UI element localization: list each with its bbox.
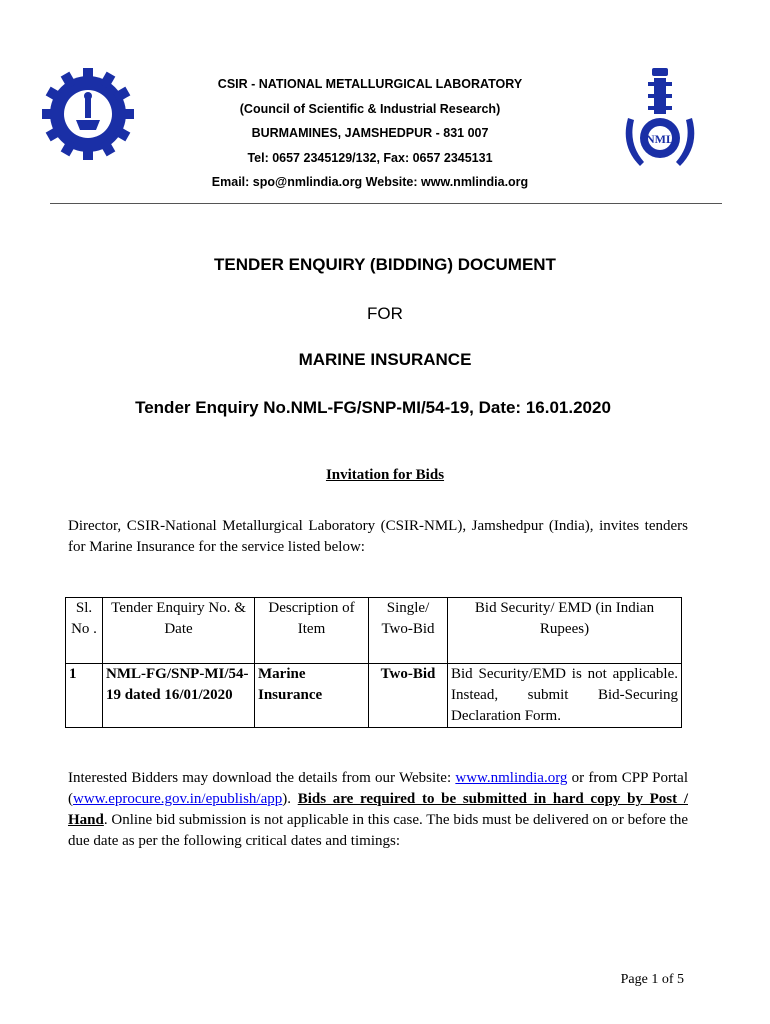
invitation-intro: Director, CSIR-National Metallurgical Laboratory (CSIR-NML), Jamshedpur (India), invites tenders for Marine Insurance for the service listed below: bbox=[68, 518, 688, 555]
table-row bbox=[66, 664, 682, 728]
cell-tender-enquiry: NML-FG/SNP-MI/54-19 dated 16/01/2020 bbox=[103, 664, 255, 728]
download-text-b: or from CPP Portal ( bbox=[68, 770, 688, 807]
letterhead-council: (Council of Scientific & Industrial Research) bbox=[239, 101, 501, 116]
cell-bid-type: Two-Bid bbox=[369, 664, 448, 728]
table-header-row bbox=[66, 598, 682, 664]
invitation-heading: Invitation for Bids bbox=[325, 467, 445, 483]
subject-title: MARINE INSURANCE bbox=[298, 350, 472, 369]
cell-description: Marine Insurance bbox=[255, 664, 369, 728]
for-label: FOR bbox=[367, 304, 403, 323]
th-description: Description of Item bbox=[255, 598, 369, 664]
cell-bid-security: Bid Security/EMD is not applicable. Instead, submit Bid-Securing Declaration Form. bbox=[448, 664, 682, 728]
th-bid-security: Bid Security/ EMD (in Indian Rupees) bbox=[448, 598, 682, 664]
download-text-d: . Online bid submission is not applicable in this case. The bids must be delivered on or before the due date as per the following critical dates and timings: bbox=[68, 812, 688, 849]
cell-sl-no: 1 bbox=[66, 664, 103, 728]
th-tender-enquiry: Tender Enquiry No. & Date bbox=[103, 598, 255, 664]
download-text-c: ). bbox=[282, 791, 298, 807]
enquiry-number: Tender Enquiry No.NML-FG/SNP-MI/54-19, Date: 16.01.2020 bbox=[135, 398, 611, 417]
document-title: TENDER ENQUIRY (BIDDING) DOCUMENT bbox=[214, 255, 556, 274]
download-text-a: Interested Bidders may download the details from our Website: bbox=[68, 770, 456, 786]
letterhead bbox=[150, 72, 590, 195]
nml-emblem-logo-icon bbox=[618, 66, 702, 178]
nml-website-link[interactable]: www.nmlindia.org bbox=[455, 770, 568, 786]
bid-table bbox=[65, 597, 682, 728]
header-divider bbox=[50, 203, 722, 204]
hard-copy-notice: Bids are required to be submitted in hard copy by Post / Hand bbox=[68, 791, 688, 828]
letterhead-org: CSIR - NATIONAL METALLURGICAL LABORATORY bbox=[217, 77, 523, 91]
download-paragraph bbox=[68, 768, 688, 852]
cpp-portal-link[interactable]: www.eprocure.gov.in/epublish/app bbox=[73, 791, 283, 807]
th-sl-no: Sl. No . bbox=[66, 598, 103, 664]
letterhead-email: Email: spo@nmlindia.org Website: www.nmlindia.org bbox=[211, 175, 529, 190]
page-number: Page 1 of 5 bbox=[620, 972, 684, 987]
csir-gear-logo-icon bbox=[42, 68, 134, 160]
th-single-two-bid: Single/ Two-Bid bbox=[369, 598, 448, 664]
nml-logo-text: NML bbox=[646, 132, 674, 146]
letterhead-address: BURMAMINES, JAMSHEDPUR - 831 007 bbox=[251, 126, 489, 141]
letterhead-phone: Tel: 0657 2345129/132, Fax: 0657 2345131 bbox=[247, 150, 493, 165]
